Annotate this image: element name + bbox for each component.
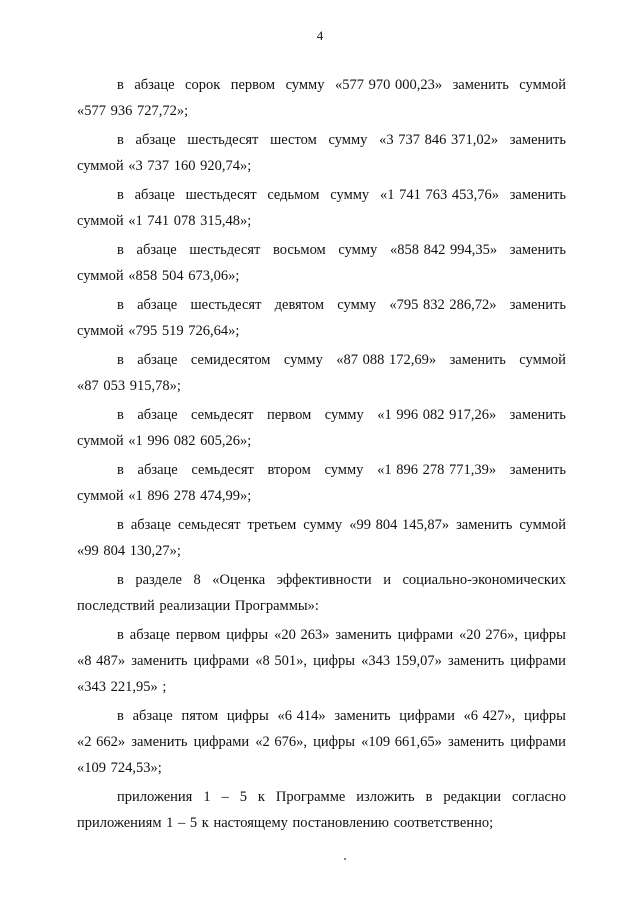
paragraph-line: «577 936 727,72»; (77, 103, 189, 119)
word: Программе (275, 789, 346, 805)
word: цифрами (397, 627, 454, 643)
word: цифрами (399, 708, 455, 724)
word: цифрами (510, 653, 566, 669)
word: сумму (337, 297, 377, 313)
word: «2 662» (77, 734, 126, 750)
paragraph-first-line (77, 72, 566, 98)
word: и (383, 572, 391, 588)
paragraph-line: суммой «795 519 726,64»; (77, 323, 240, 339)
word: семьдесят (178, 517, 241, 533)
paragraph-first-line (77, 512, 566, 538)
paragraph (77, 237, 566, 289)
word: «99 804 145,87» (349, 517, 450, 533)
word: абзаце (132, 708, 173, 724)
paragraph (77, 292, 566, 344)
word: «6 427», (463, 708, 516, 724)
word: первом (175, 627, 221, 643)
word: суммой (519, 517, 566, 533)
word: заменить (509, 407, 566, 423)
word: заменить (334, 708, 391, 724)
word: «1 741 763 453,76» (379, 187, 499, 203)
word: «1 996 082 917,26» (377, 407, 497, 423)
word: в (117, 708, 124, 724)
word: сумму (283, 352, 323, 368)
word: седьмом (267, 187, 320, 203)
word: изложить (356, 789, 415, 805)
word: «Оценка (212, 572, 266, 588)
word: «87 088 172,69» (336, 352, 437, 368)
word: «20 263» (274, 627, 330, 643)
word: шестьдесят (189, 242, 261, 258)
paragraph-first-line (77, 457, 566, 483)
word: цифры (226, 708, 269, 724)
word: пятом (181, 708, 219, 724)
word: заменить (449, 352, 506, 368)
word: цифрами (510, 734, 566, 750)
paragraph (77, 703, 566, 781)
word: «8 501», (255, 653, 307, 669)
paragraph-line: суммой «858 504 673,06»; (77, 268, 240, 284)
paragraph-line: последствий реализации Программы»: (77, 598, 319, 614)
word: суммой (519, 352, 566, 368)
paragraph-first-line (77, 402, 566, 428)
word: «6 414» (277, 708, 326, 724)
scan-speck (344, 858, 346, 860)
paragraph-first-line (77, 703, 566, 729)
paragraph-first-line (77, 182, 566, 208)
word: семьдесят (191, 462, 254, 478)
word: в (117, 297, 124, 313)
document-body (77, 72, 566, 839)
word: согласно (511, 789, 566, 805)
word: сумму (303, 517, 343, 533)
word: «3 737 846 371,02» (379, 132, 499, 148)
word: в (117, 352, 124, 368)
word: абзаце (137, 407, 178, 423)
paragraph-line: «99 804 130,27»; (77, 543, 181, 559)
paragraph (77, 622, 566, 700)
word: абзаце (137, 462, 178, 478)
word: 1 (203, 789, 211, 805)
word: сумму (338, 242, 378, 258)
word: шестьдесят (187, 132, 259, 148)
word: заменить (335, 627, 392, 643)
word: сумму (324, 407, 364, 423)
paragraph (77, 784, 566, 836)
word: 5 (239, 789, 247, 805)
word: третьем (247, 517, 297, 533)
word: абзаце (137, 297, 178, 313)
paragraph-first-line (77, 237, 566, 263)
word: цифры (313, 653, 356, 669)
paragraph-line: суммой «1 896 278 474,99»; (77, 488, 252, 504)
word: в (117, 242, 124, 258)
word: в (117, 572, 124, 588)
word: «858 842 994,35» (389, 242, 498, 258)
word: в (117, 187, 124, 203)
word: цифры (313, 734, 356, 750)
word: семидесятом (190, 352, 271, 368)
word: заменить (456, 517, 513, 533)
word: «1 896 278 771,39» (377, 462, 497, 478)
word: цифрами (193, 734, 250, 750)
word: «8 487» (77, 653, 126, 669)
word: «2 676», (255, 734, 307, 750)
paragraph-line: суммой «1 741 078 315,48»; (77, 213, 252, 229)
word: суммой (519, 77, 566, 93)
word: «795 832 286,72» (389, 297, 497, 313)
word: – (221, 789, 229, 805)
paragraph-first-line (77, 622, 566, 648)
word: цифры (524, 708, 566, 724)
word: заменить (131, 653, 188, 669)
word: в (117, 517, 124, 533)
word: шестьдесят (185, 187, 257, 203)
word: в (117, 77, 124, 93)
word: первом (230, 77, 276, 93)
word: к (257, 789, 265, 805)
paragraph-line (77, 729, 566, 755)
word: сумму (328, 132, 368, 148)
word: в (117, 407, 124, 423)
word: абзаце (134, 77, 175, 93)
word: «20 276», (459, 627, 519, 643)
word: в (117, 627, 124, 643)
word: социально-экономических (402, 572, 566, 588)
word: приложения (117, 789, 193, 805)
paragraph-first-line (77, 567, 566, 593)
word: первом (266, 407, 312, 423)
word: сорок (185, 77, 221, 93)
word: цифры (523, 627, 566, 643)
word: абзаце (130, 517, 172, 533)
word: 8 (193, 572, 201, 588)
paragraph (77, 347, 566, 399)
paragraph-line: «343 221,95» ; (77, 679, 167, 695)
word: «577 970 000,23» (334, 77, 443, 93)
word: заменить (509, 132, 566, 148)
word: абзаце (137, 352, 178, 368)
word: шестом (270, 132, 317, 148)
paragraph (77, 457, 566, 509)
word: абзаце (135, 132, 176, 148)
word: заменить (509, 187, 566, 203)
word: цифры (226, 627, 269, 643)
word: в (117, 462, 124, 478)
paragraph-first-line (77, 784, 566, 810)
paragraph-line: «109 724,53»; (77, 760, 162, 776)
word: втором (267, 462, 311, 478)
paragraph (77, 402, 566, 454)
paragraph (77, 512, 566, 564)
word: девятом (274, 297, 325, 313)
word: «109 661,65» (361, 734, 442, 750)
word: сумму (330, 187, 370, 203)
paragraph-line (77, 648, 566, 674)
word: шестьдесят (190, 297, 262, 313)
paragraph-first-line (77, 347, 566, 373)
word: эффективности (276, 572, 372, 588)
word: заменить (131, 734, 188, 750)
paragraph (77, 182, 566, 234)
word: цифрами (193, 653, 250, 669)
paragraph-line: «87 053 915,78»; (77, 378, 181, 394)
paragraph (77, 72, 566, 124)
word: абзаце (129, 627, 170, 643)
paragraph-first-line (77, 292, 566, 318)
word: разделе (135, 572, 182, 588)
word: в (425, 789, 433, 805)
word: заменить (452, 77, 509, 93)
word: заменить (509, 462, 566, 478)
paragraph-line: суммой «1 996 082 605,26»; (77, 433, 252, 449)
word: сумму (285, 77, 325, 93)
paragraph-line: приложениям 1 – 5 к настоящему постановлению соответственно; (77, 815, 494, 831)
word: семьдесят (191, 407, 254, 423)
page-number: 4 (316, 28, 324, 43)
word: «343 159,07» (361, 653, 442, 669)
word: редакции (443, 789, 502, 805)
paragraph (77, 567, 566, 619)
word: заменить (509, 242, 566, 258)
word: сумму (324, 462, 364, 478)
paragraph-first-line (77, 127, 566, 153)
word: абзаце (136, 242, 177, 258)
word: абзаце (134, 187, 175, 203)
word: заменить (509, 297, 566, 313)
word: в (117, 132, 124, 148)
paragraph-line: суммой «3 737 160 920,74»; (77, 158, 252, 174)
word: заменить (448, 653, 505, 669)
word: восьмом (272, 242, 326, 258)
word: заменить (448, 734, 505, 750)
paragraph (77, 127, 566, 179)
